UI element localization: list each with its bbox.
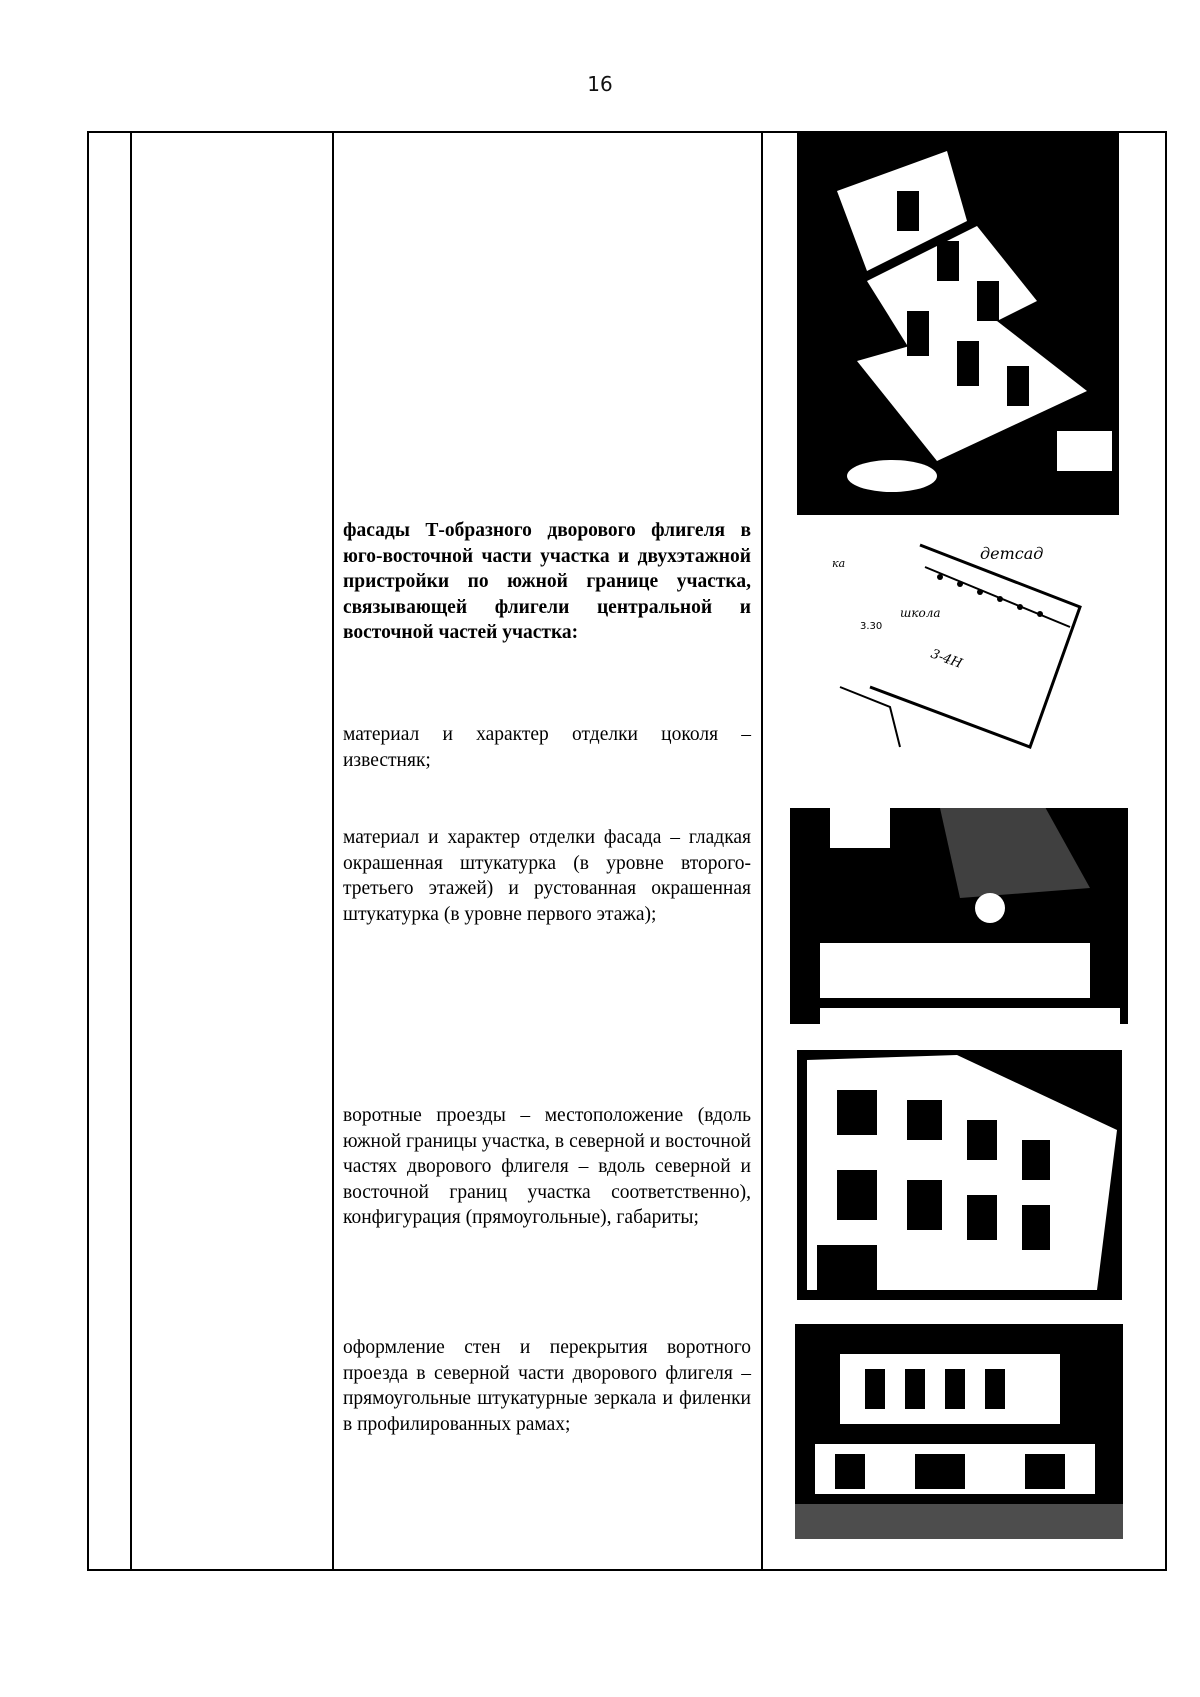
courtyard-wing-photo xyxy=(790,778,1128,1024)
map-label-floors: 3-4Н xyxy=(928,646,965,672)
map-label-kindergarten: детсад xyxy=(980,544,1044,563)
street-facade-photo xyxy=(797,1050,1122,1300)
site-plan-fragment xyxy=(830,537,1090,752)
map-label-fragment: ка xyxy=(832,557,846,570)
gate-passages-text: воротные проезды – местоположение (вдоль южной границы участка, в северной и восточной частях дворового флигеля – вдоль северной и восточной границ участка соответственно), конфигурация (прямоугольные), габариты; xyxy=(343,1105,751,1228)
gate-passage-photo xyxy=(795,1324,1123,1539)
facade-finish-text: материал и характер отделки фасада – гладкая окрашенная штукатурка (в уровне второго-третьего этажей) и рустованная окрашенная штукатурка (в уровне первого этажа); xyxy=(343,827,751,925)
map-label-school: школа xyxy=(900,606,941,620)
page-number: 16 xyxy=(587,72,613,96)
map-label-level: 3.30 xyxy=(860,621,883,632)
plinth-finish-text: материал и характер отделки цоколя – известняк; xyxy=(343,724,751,771)
column-divider xyxy=(332,133,334,1569)
building-facade-photo xyxy=(797,131,1119,515)
facade-heading: фасады Т-образного дворового флигеля в юго-восточной части участка и двухэтажной пристройки по южной границе участка, связывающей флигели центральной и восточной частей участка: xyxy=(343,520,751,643)
column-divider xyxy=(130,133,132,1569)
column-divider xyxy=(761,133,763,1569)
gate-passage-decoration-text: оформление стен и перекрытия воротного проезда в северной части дворового флигеля – прямоугольные штукатурные зеркала и филенки в профилированных рамах; xyxy=(343,1337,751,1435)
